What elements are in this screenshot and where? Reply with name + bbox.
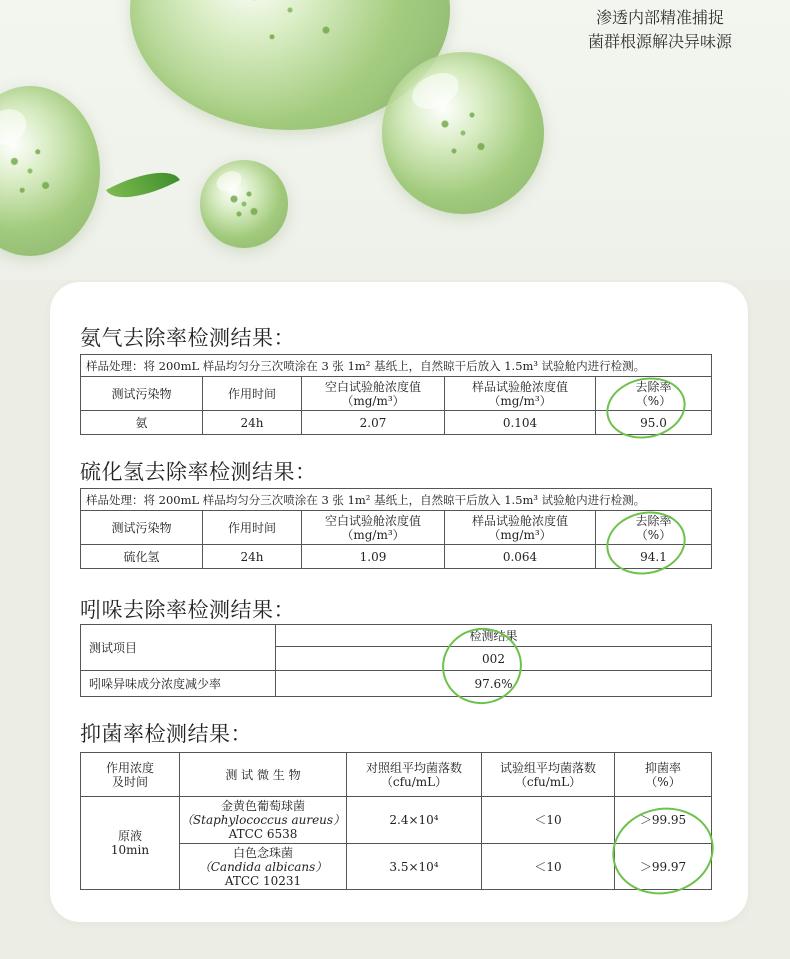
antibacterial-title: 抑菌率检测结果：	[80, 722, 252, 746]
leaf-icon	[106, 157, 180, 213]
tagline-line2: 菌群根源解决异味源	[587, 32, 732, 51]
header-inhibition-rate: 抑菌率 （%）	[615, 753, 712, 797]
condition: 原液 10min	[81, 797, 180, 890]
header-sample-conc: 样品试验舱浓度值 （mg/m³）	[445, 511, 596, 545]
ammonia-removal-rate: 95.0	[596, 411, 712, 435]
header-time: 作用时间	[203, 511, 302, 545]
h2s-sample-value: 0.064	[445, 545, 596, 569]
bacteria-bubble-left	[0, 86, 100, 256]
control-1: 2.4×10⁴	[347, 797, 482, 844]
ammonia-title: 氨气去除率检测结果：	[80, 326, 295, 350]
test-1: ＜10	[482, 797, 615, 844]
header-sample-conc: 样品试验舱浓度值 （mg/m³）	[445, 377, 596, 411]
indole-item-label: 测试项目	[81, 625, 276, 671]
antibacterial-table	[80, 752, 712, 890]
ammonia-blank-value: 2.07	[302, 411, 445, 435]
tagline	[560, 6, 760, 54]
h2s-pollutant: 硫化氢	[81, 545, 203, 569]
indole-title: 吲哚去除率检测结果：	[80, 598, 295, 622]
tagline-line1: 渗透内部精准捕捉	[595, 8, 724, 27]
h2s-removal-rate: 94.1	[596, 545, 712, 569]
microbe-2: 白色念珠菌 （Candida albicans） ATCC 10231	[180, 844, 347, 890]
bacteria-bubble-small	[200, 160, 288, 248]
h2s-note: 样品处理：将 200mL 样品均匀分三次喷涂在 3 张 1m² 基纸上，自然晾干后放入 1.5m³ 试验舱内进行检测。	[81, 489, 712, 511]
bacteria-bubble-right	[382, 52, 544, 214]
indole-sample-no: 002	[276, 647, 712, 671]
h2s-title: 硫化氢去除率检测结果：	[80, 460, 317, 484]
header-blank-conc: 空白试验舱浓度值 （mg/m³）	[302, 511, 445, 545]
indole-table	[80, 624, 712, 697]
header-microbe: 测 试 微 生 物	[180, 753, 347, 797]
header-removal-rate: 去除率 （%）	[596, 511, 712, 545]
test-results-card	[50, 282, 748, 922]
test-2: ＜10	[482, 844, 615, 890]
ammonia-note: 样品处理：将 200mL 样品均匀分三次喷涂在 3 张 1m² 基纸上，自然晾干后放入 1.5m³ 试验舱内进行检测。	[81, 355, 712, 377]
rate-2: ＞99.97	[615, 844, 712, 890]
header-blank-conc: 空白试验舱浓度值 （mg/m³）	[302, 377, 445, 411]
header-control: 对照组平均菌落数 （cfu/mL）	[347, 753, 482, 797]
indole-value: 97.6%	[276, 671, 712, 697]
header-time: 作用时间	[203, 377, 302, 411]
ammonia-sample-value: 0.104	[445, 411, 596, 435]
ammonia-time: 24h	[203, 411, 302, 435]
header-concentration: 作用浓度 及时间	[81, 753, 180, 797]
ammonia-table	[80, 354, 712, 435]
hero-banner	[0, 0, 790, 280]
indole-result-label: 检测结果	[276, 625, 712, 647]
header-pollutant: 测试污染物	[81, 511, 203, 545]
rate-1: ＞99.95	[615, 797, 712, 844]
h2s-blank-value: 1.09	[302, 545, 445, 569]
indole-row-label: 吲哚异味成分浓度减少率	[81, 671, 276, 697]
microbe-1: 金黄色葡萄球菌 （Staphylococcus aureus） ATCC 6538	[180, 797, 347, 844]
ammonia-pollutant: 氨	[81, 411, 203, 435]
h2s-time: 24h	[203, 545, 302, 569]
h2s-table	[80, 488, 712, 569]
control-2: 3.5×10⁴	[347, 844, 482, 890]
header-test: 试验组平均菌落数 （cfu/mL）	[482, 753, 615, 797]
header-removal-rate: 去除率 （%）	[596, 377, 712, 411]
header-pollutant: 测试污染物	[81, 377, 203, 411]
